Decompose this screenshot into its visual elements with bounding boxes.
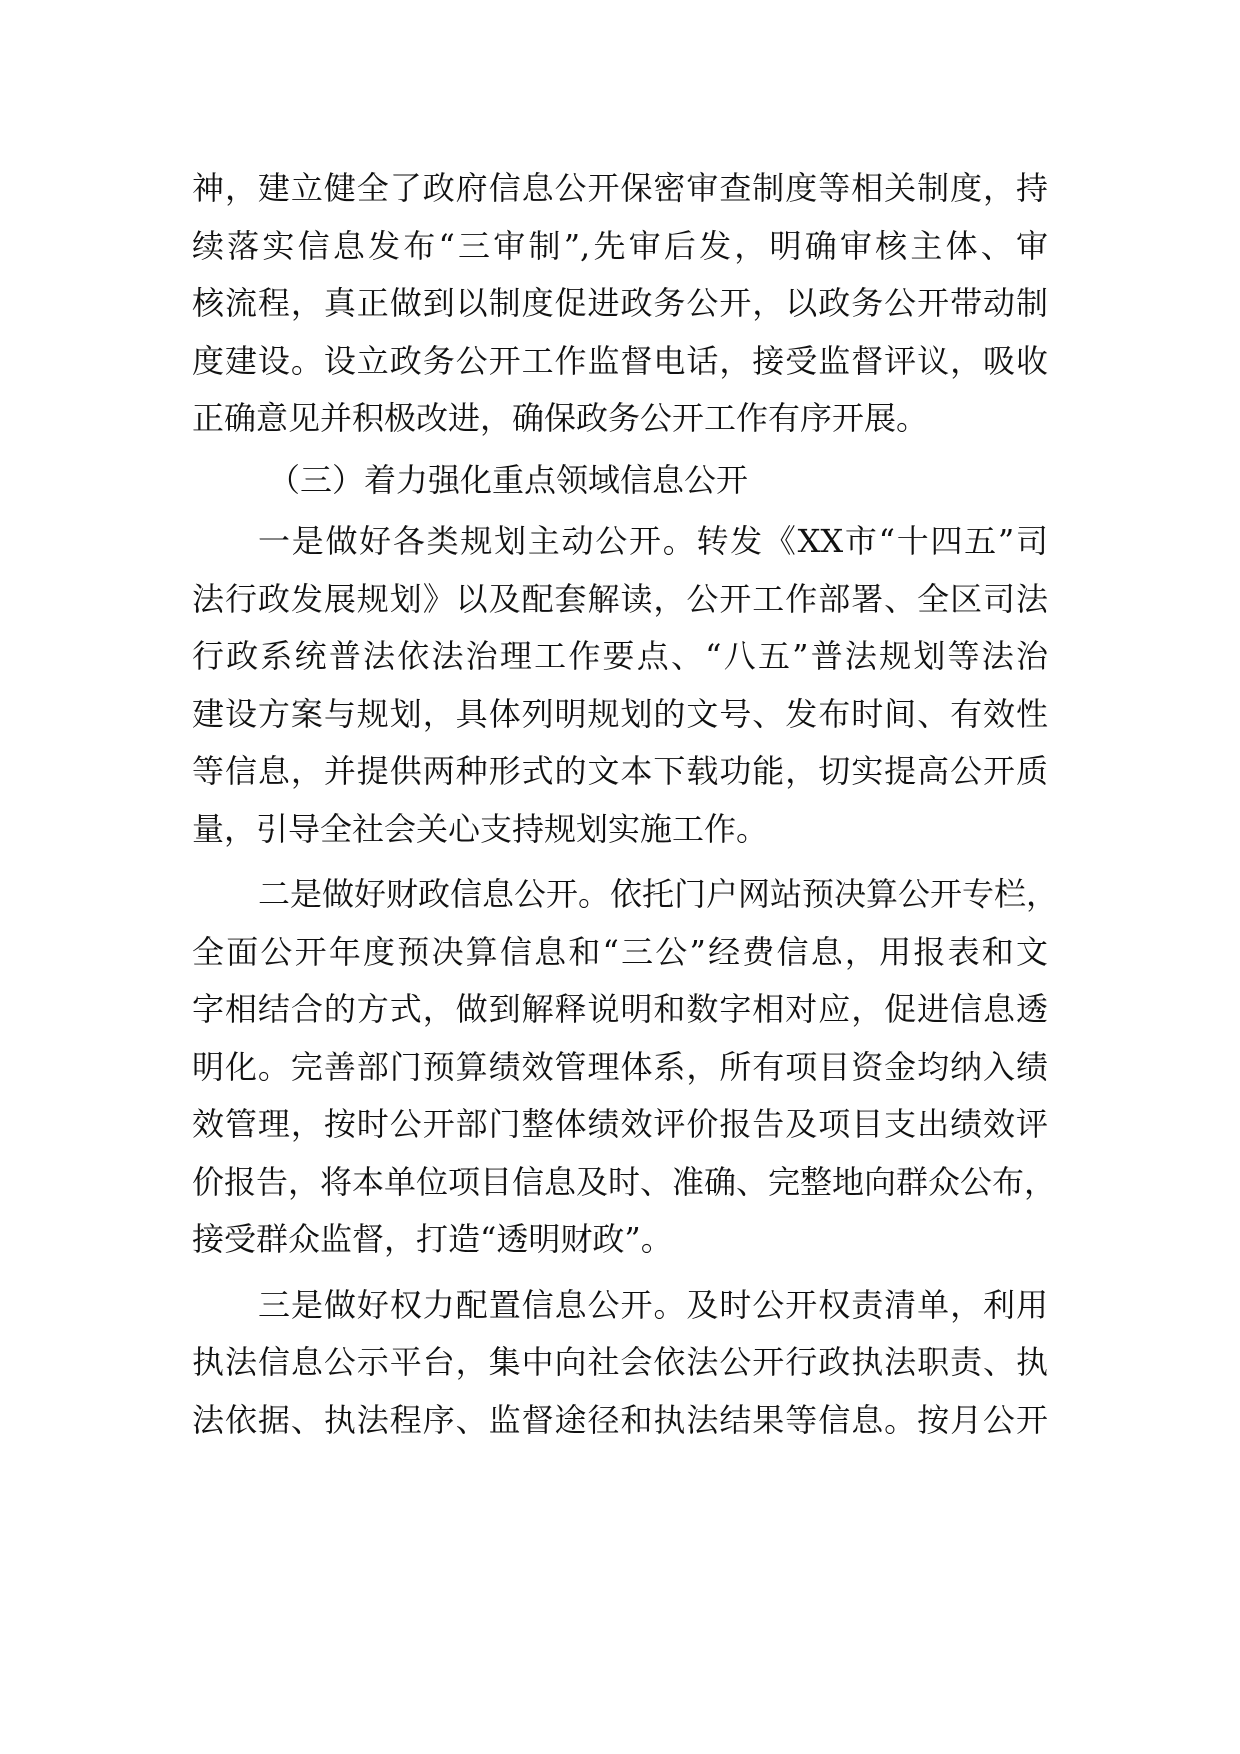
text-line: 度建设。设立政务公开工作监督电话，接受监督评议，吸收 bbox=[192, 341, 1048, 380]
text-line: 三是做好权力配置信息公开。及时公开权责清单，利用 bbox=[258, 1285, 1048, 1324]
text-line: 二是做好财政信息公开。依托门户网站预决算公开专栏， bbox=[258, 875, 1059, 913]
document-body bbox=[192, 160, 1059, 1449]
text-line: 一是做好各类规划主动公开。转发《XX市“十四五”司 bbox=[258, 522, 1048, 560]
text-line: 行政系统普法依法治理工作要点、“八五”普法规划等法治 bbox=[192, 637, 1048, 675]
text-line: 法行政发展规划》以及配套解读，公开工作部署、全区司法 bbox=[192, 579, 1048, 618]
text-line: 明化。完善部门预算绩效管理体系，所有项目资金均纳入绩 bbox=[192, 1047, 1048, 1086]
text-line: 全面公开年度预决算信息和“三公”经费信息，用报表和文 bbox=[192, 932, 1048, 971]
text-line: 字相结合的方式，做到解释说明和数字相对应，促进信息透 bbox=[192, 990, 1048, 1028]
text-line: 价报告，将本单位项目信息及时、准确、完整地向群众公布， bbox=[192, 1162, 1057, 1201]
text-line: 量，引导全社会关心支持规划实施工作。 bbox=[192, 809, 769, 848]
text-line: 接受群众监督，打造“透明财政”。 bbox=[192, 1220, 673, 1258]
paragraph-power bbox=[192, 1277, 1048, 1450]
text-line: 神，建立健全了政府信息公开保密审查制度等相关制度，持 bbox=[192, 169, 1048, 207]
text-line: 正确意见并积极改进，确保政务公开工作有序开展。 bbox=[192, 399, 929, 437]
paragraph-plans bbox=[192, 513, 1048, 858]
section-heading: （三）着力强化重点领域信息公开 bbox=[268, 460, 749, 499]
text-line: 等信息，并提供两种形式的文本下载功能，切实提高公开质 bbox=[192, 752, 1048, 790]
section-heading-block bbox=[192, 452, 1048, 510]
text-line: 核流程，真正做到以制度促进政务公开，以政务公开带动制 bbox=[192, 284, 1048, 322]
text-line: 建设方案与规划，具体列明规划的文号、发布时间、有效性 bbox=[192, 694, 1048, 733]
text-line: 执法信息公示平台，集中向社会依法公开行政执法职责、执 bbox=[192, 1343, 1048, 1381]
paragraph-finance bbox=[192, 866, 1059, 1269]
text-line: 续落实信息发布“三审制”,先审后发，明确审核主体、审 bbox=[192, 226, 1048, 265]
text-line: 效管理，按时公开部门整体绩效评价报告及项目支出绩效评 bbox=[192, 1105, 1048, 1143]
text-line: 法依据、执法程序、监督途径和执法结果等信息。按月公开 bbox=[192, 1400, 1048, 1439]
continuation-paragraph bbox=[192, 160, 1048, 448]
